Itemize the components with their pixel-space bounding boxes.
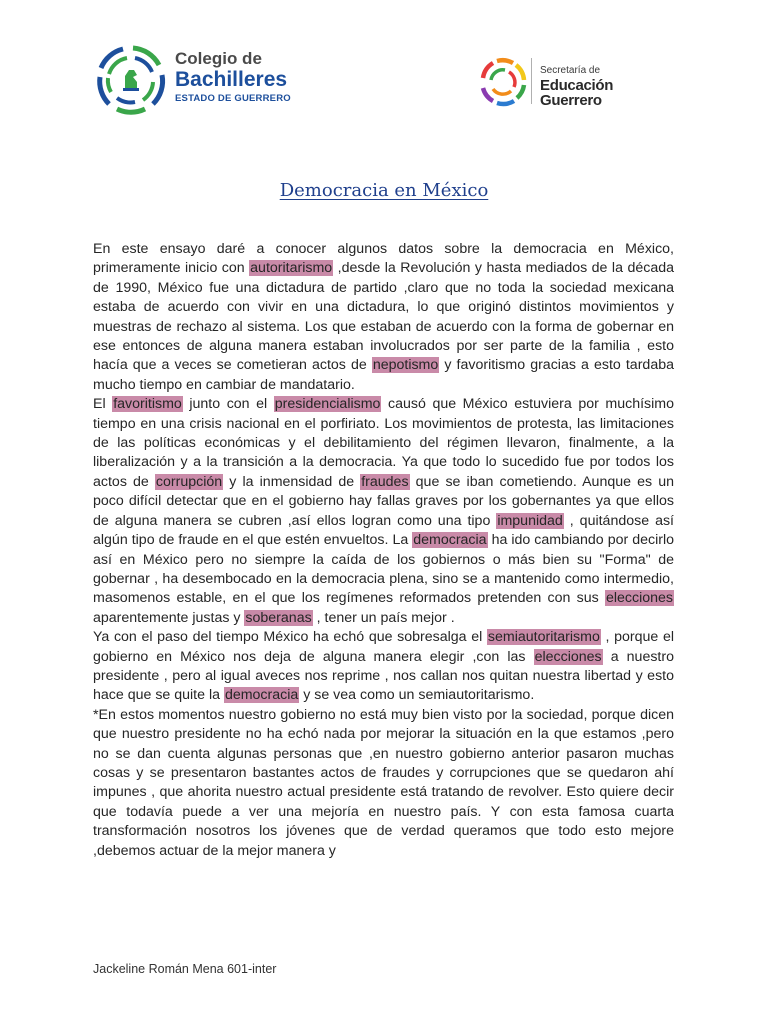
paragraph-text: , porque el gobierno en México nos deja de alguna manera elegir ,con las — [93, 629, 674, 665]
highlighted-term: autoritarismo — [250, 260, 333, 277]
highlighted-term: semiautoritarismo — [487, 629, 600, 646]
highlighted-term: soberanas — [245, 609, 312, 626]
highlighted-term: elecciones — [534, 648, 602, 665]
paragraph-text: El — [93, 396, 113, 413]
logo-line-colegio: Colegio de — [175, 49, 262, 68]
paragraph-text: , quitándose así algún tipo de fraude en el que estén envueltos. La — [93, 512, 674, 549]
paragraph-text: , tener un país mejor . — [312, 609, 455, 626]
paragraph-text: y la inmensidad de — [223, 473, 361, 490]
essay-paragraph — [93, 628, 674, 706]
colegio-emblem-icon — [93, 42, 169, 118]
secretaria-educacion-logo — [478, 50, 668, 114]
paragraph-text: a nuestro presidente , pero al igual aveces nos reprime , nos callan nos quitan nuestra libertad y esto hace que se quite la — [93, 648, 674, 704]
highlighted-term: presidencialismo — [274, 396, 381, 413]
essay-body — [93, 240, 674, 861]
highlighted-term: impunidad — [497, 512, 563, 529]
logo-divider — [531, 58, 532, 104]
highlighted-term: fraudes — [361, 473, 409, 490]
paragraph-text: *En estos momentos nuestro gobierno no está muy bien visto por la sociedad, porque dicen que nuestro presidente no ha echó nada por mejorar la situación en la que estamos ,pero no se dan cuenta algunas personas que ,en nuestro gobierno anterior pasaron muchas cosas y se presentaron bastantes actos de fraudes y corrupciones que se quedaron ahí impunes , que ahorita nuestro actual presidente está tratando de revolver. Esto quiere decir que todavía puede a ver una mejoría en nuestro país. Y con esta famosa cuarta transformación nosotros los jóvenes que de verdad queramos que todo esto mejore ,debemos actuar de la mejor manera y — [93, 706, 674, 859]
highlighted-term: elecciones — [605, 590, 673, 607]
logo-line-educacion-guerrero: Educación Guerrero — [540, 77, 614, 109]
footer-author: Jackeline Román Mena 601-inter — [93, 962, 277, 976]
paragraph-text: aparentemente justas y — [93, 609, 245, 626]
paragraph-text: ha ido cambiando por decirlo así en México pero no siempre la caída de los gobiernos o más bien su "Forma" de gobernar , ha desembocado en la democracia plena, sino se a mantenido como intermedio, masomenos estable, en el que los regímenes reformados pretenden con sus — [93, 532, 674, 607]
paragraph-text: En este ensayo daré a conocer algunos datos sobre la democracia en México, primeramente inicio con — [93, 241, 674, 277]
highlighted-term: democracia — [413, 532, 487, 549]
document-title: Democracia en México — [279, 180, 489, 201]
highlighted-term: favoritismo — [113, 396, 182, 413]
paragraph-text: y se vea como un semiautoritarismo. — [299, 687, 535, 704]
essay-paragraph — [93, 240, 674, 395]
highlighted-term: nepotismo — [372, 357, 439, 374]
highlighted-term: corrupción — [155, 473, 223, 490]
logo-line-estado: ESTADO DE GUERRERO — [175, 93, 291, 104]
paragraph-text: ,desde la Revolución y hasta mediados de la década de 1990, México fue una dictadura de partido ,claro que no toda la sociedad mexicana estaba de acuerdo con vivir en una dictadura, lo que originó distintos movimientos y muestras de rechazo al sistema. Los que estaban de acuerdo con la forma de gobernar en ese entonces de alguna manera estaban involucrados por ser parte de la familia , esto hacía que a veces se cometieran actos de — [93, 260, 674, 374]
logo-line-secretaria: Secretaría de — [540, 65, 601, 76]
essay-paragraph — [93, 395, 674, 628]
paragraph-text: Ya con el paso del tiempo México ha echó que sobresalga el — [93, 629, 487, 646]
paragraph-text: que se iban cometiendo. Aunque es un poco difícil detectar que en el gobierno hay fallas graves por los gobernantes ya que ellos de alguna manera se cubren ,así ellos logran como una tipo — [93, 473, 674, 529]
secretaria-emblem-icon — [478, 50, 528, 114]
colegio-de-bachilleres-logo — [93, 42, 303, 122]
paragraph-text: y favoritismo gracias a esto tardaba mucho tiempo en cambiar de mandatario. — [93, 357, 674, 393]
paragraph-text: causó que México estuviera por muchísimo tiempo en una crisis nacional en el porfiriato. Los movimientos de protesta, las limitaciones de las políticas económicas y el debilitamiento del régimen llevaron, finalmente, a la liberalización y a la transición a la democracia. Ya que todo lo sucedido fue por todos los actos de — [93, 396, 675, 490]
paragraph-text: junto con el — [182, 396, 274, 413]
essay-paragraph — [93, 706, 674, 861]
highlighted-term: democracia — [224, 687, 299, 704]
logo-line-bachilleres: Bachilleres — [175, 68, 288, 91]
